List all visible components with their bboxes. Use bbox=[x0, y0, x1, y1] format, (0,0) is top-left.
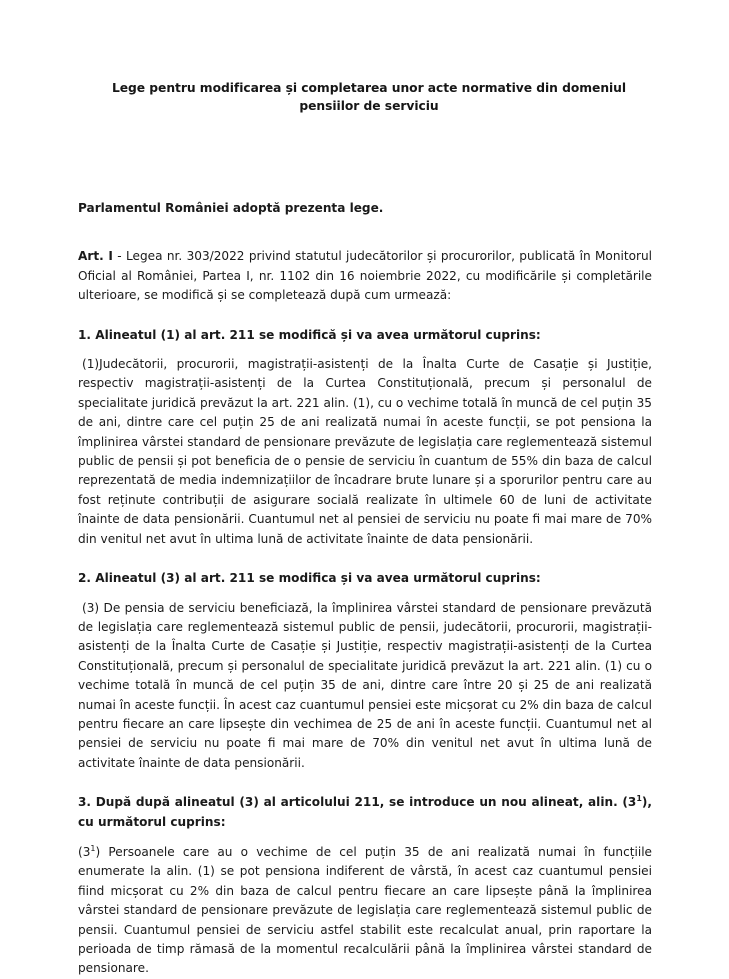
section-three-paragraph bbox=[78, 843, 652, 979]
document-title: Lege pentru modificarea și completarea unor acte normative din domeniul pensiilor de serviciu bbox=[111, 81, 627, 113]
section-two-paragraph: (3) De pensia de serviciu beneficiază, la împlinirea vârstei standard de pensionare prevăzută de legislația care reglementează sistemul public de pensii, judecătorii, procurorii, magistrații-asistenți de la Înalta Curte de Casație și Justiție, respectiv magistrații-asistenți de la Curtea Constituțională, precum și personalul de specialitate juridică prevăzut la art. 221 alin. (1) cu o vechime totală în muncă de cel puțin 35 de ani, dintre care între 20 și 25 de ani realizată numai în aceste funcții. În acest caz cuantumul pensiei este micșorat cu 2% din baza de calcul pentru fiecare an care lipsește din vechimea de 25 de ani în aceste funcții. Cuantumul net al pensiei de serviciu nu poate fi mai mare de 70% din venitul net avut în ultima lună de activitate înainte de data pensionării. bbox=[78, 600, 652, 770]
enacting-clause: Parlamentul României adoptă prezenta lege. bbox=[78, 201, 384, 215]
spacer-before-section-one bbox=[78, 306, 652, 326]
article-one-body: - Legea nr. 303/2022 privind statutul judecătorilor și procurorilor, publicată în Monitorul Oficial al României, Partea I, nr. 1102 din 16 noiembrie 2022, cu modificările și completările ulterioare, se modifică și se completează după cum urmează: bbox=[78, 249, 652, 303]
section-one-paragraph: (1)Judecătorii, procurorii, magistrații-asistenți de la Înalta Curte de Casație și Justiție, respectiv magistrații-asistenți de la Curtea Constituțională, precum și personalul de specialitate juridică prevăzut la art. 221 alin. (1), cu o vechime totală în muncă de cel puțin 35 de ani, dintre care cel puțin 25 de ani realizată numai în aceste funcții, se pot pensiona la împlinirea vârstei standard de pensionare prevăzute de legislația care reglementează sistemul public de pensii și pot beneficia de o pensie de serviciu în cuantum de 55% din baza de calcul reprezentată de media indemnizațiilor de încadrare brute lunare și a sporurilor pentru care au fost reținute contribuții de asigurare socială realizate în ultimele 60 de luni de activitate înainte de data pensionării. Cuantumul net al pensiei de serviciu nu poate fi mai mare de 70% din venitul net avut în ultima lună de activitate înainte de data pensionării. bbox=[78, 357, 652, 546]
spacer-after-enacting-clause bbox=[78, 218, 652, 247]
spacer-before-section-three bbox=[78, 773, 652, 793]
spacer-after-title bbox=[78, 115, 652, 199]
section-three-paragraph-body: Persoanele care au o vechime de cel puțin 35 de ani realizată numai în funcțiile enumerate la alin. (1) se pot pensiona indiferent de vârstă, în acest caz cuantumul pensiei fiind micșorat cu 2% din baza de calcul pentru fiecare an care lipsește până la împlinirea vârstei standard de pensionare prevăzute de legislația care reglementează sistemul public de pensii. Cuantumul pensiei de serviciu astfel stabilit este recalculat anual, prin raportare la perioada de timp rămasă de la momentul recalculării până la împlinirea vârstei standard de pensionare. bbox=[78, 844, 652, 976]
spacer-section-one-heading-to-body bbox=[78, 345, 652, 355]
spacer-section-two-heading-to-body bbox=[78, 589, 652, 599]
article-one-lead-in: Art. I bbox=[78, 249, 113, 264]
section-three-heading-part-one: 3. După după alineatul (3) al articolului 211, se introduce un nou alineat, alin. (3 bbox=[78, 795, 637, 810]
page-content-column bbox=[78, 0, 652, 979]
spacer-section-three-heading-to-body bbox=[78, 832, 652, 843]
section-three-heading bbox=[78, 793, 652, 832]
section-three-heading-superscript: 1 bbox=[636, 794, 642, 804]
section-two-heading: 2. Alineatul (3) al art. 211 se modifica și va avea următorul cuprins: bbox=[78, 571, 541, 586]
section-three-marker-prefix: (3 bbox=[78, 844, 91, 859]
section-three-marker-superscript: 1 bbox=[90, 843, 96, 853]
section-three-marker-suffix: ) bbox=[95, 844, 101, 859]
article-one-paragraph bbox=[78, 247, 652, 305]
section-one-heading: 1. Alineatul (1) al art. 211 se modifică și va avea următorul cuprins: bbox=[78, 327, 541, 342]
section-three-heading-part-two: ), cu următorul cuprins: bbox=[78, 795, 652, 829]
spacer-before-section-two bbox=[78, 549, 652, 569]
